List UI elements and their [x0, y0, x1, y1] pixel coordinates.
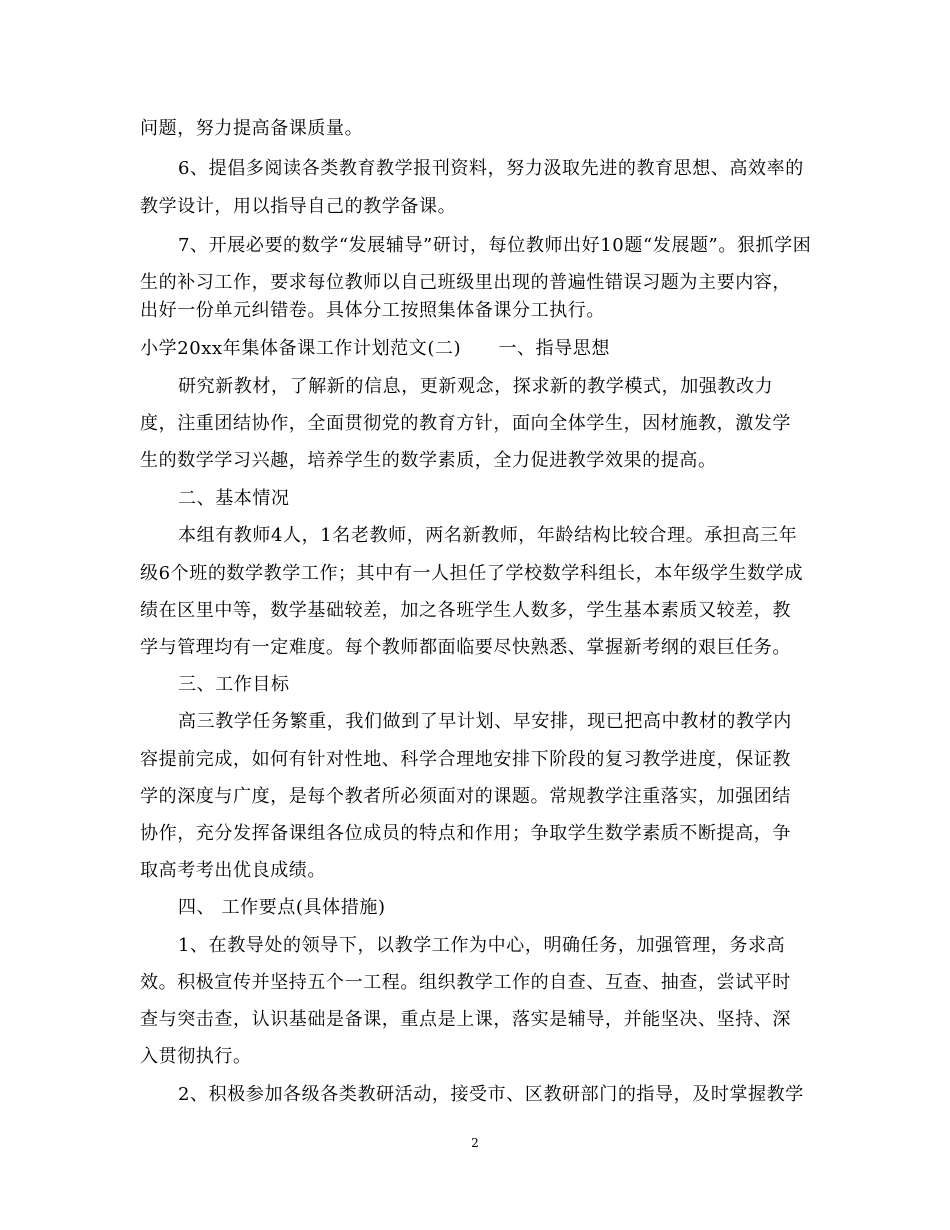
text-line: 问题，努力提高备课质量。: [140, 118, 364, 139]
text-line: 研究新教材，了解新的信息，更新观念，探求新的教学模式，加强教改力: [178, 376, 774, 397]
text-line: 生的数学学习兴趣，培养学生的数学素质，全力促进教学效果的提高。: [140, 450, 717, 471]
text-line: 生的补习工作，要求每位教师以自己班级里出现的普遍性错误习题为主要内容，: [140, 272, 791, 293]
text-line: 学与管理均有一定难度。每个教师都面临要尽快熟悉、掌握新考纲的艰巨任务。: [140, 637, 791, 658]
text-line: 绩在区里中等，数学基础较差，加之各班学生人数多，学生基本素质又较差，教: [140, 600, 791, 621]
text-line: 教学设计，用以指导自己的教学备课。: [140, 196, 457, 217]
text-line: 本组有教师4人，1名老教师，两名新教师，年龄结构比较合理。承担高三年: [178, 525, 798, 546]
text-line: 入贯彻执行。: [140, 1046, 252, 1067]
section-heading: 二、基本情况: [178, 488, 290, 509]
text-line: 2、积极参加各级各类教研活动，接受市、区教研部门的指导，及时掌握教学: [178, 1084, 804, 1105]
section-heading: 小学20xx年集体备课工作计划范文(二) 一、指导思想: [140, 338, 611, 359]
text-line: 级6个班的数学教学工作；其中有一人担任了学校数学科组长，本年级学生数学成: [140, 563, 804, 584]
section-heading: 三、工作目标: [178, 674, 290, 695]
text-line: 学的深度与广度，是每个教者所必须面对的课题。常规教学注重落实，加强团结: [140, 786, 791, 807]
text-line: 效。积极宣传并坚持五个一工程。组织教学工作的自查、互查、抽查，尝试平时: [140, 972, 791, 993]
text-line: 出好一份单元纠错卷。具体分工按照集体备课分工执行。: [140, 300, 605, 321]
page-number: 2: [471, 1136, 479, 1150]
text-line: 协作，充分发挥备课组各位成员的特点和作用；争取学生数学素质不断提高，争: [140, 823, 791, 844]
text-line: 度，注重团结协作，全面贯彻党的教育方针，面向全体学生，因材施教，激发学: [140, 413, 791, 434]
text-line: 取高考考出优良成绩。: [140, 860, 326, 881]
text-line: 查与突击查，认识基础是备课，重点是上课，落实是辅导，并能坚决、坚持、深: [140, 1009, 791, 1030]
section-heading: 四、 工作要点(具体措施): [178, 897, 386, 918]
text-line: 7、开展必要的数学“发展辅导”研讨，每位教师出好10题“发展题”。狠抓学困: [178, 235, 812, 256]
text-line: 6、提倡多阅读各类教育教学报刊资料，努力汲取先进的教育思想、高效率的: [178, 158, 804, 179]
text-line: 1、在教导处的领导下，以教学工作为中心，明确任务，加强管理，务求高: [178, 935, 786, 956]
text-line: 高三教学任务繁重，我们做到了早计划、早安排，现已把高中教材的教学内: [178, 711, 792, 732]
text-line: 容提前完成，如何有针对性地、科学合理地安排下阶段的复习教学进度，保证教: [140, 749, 791, 770]
